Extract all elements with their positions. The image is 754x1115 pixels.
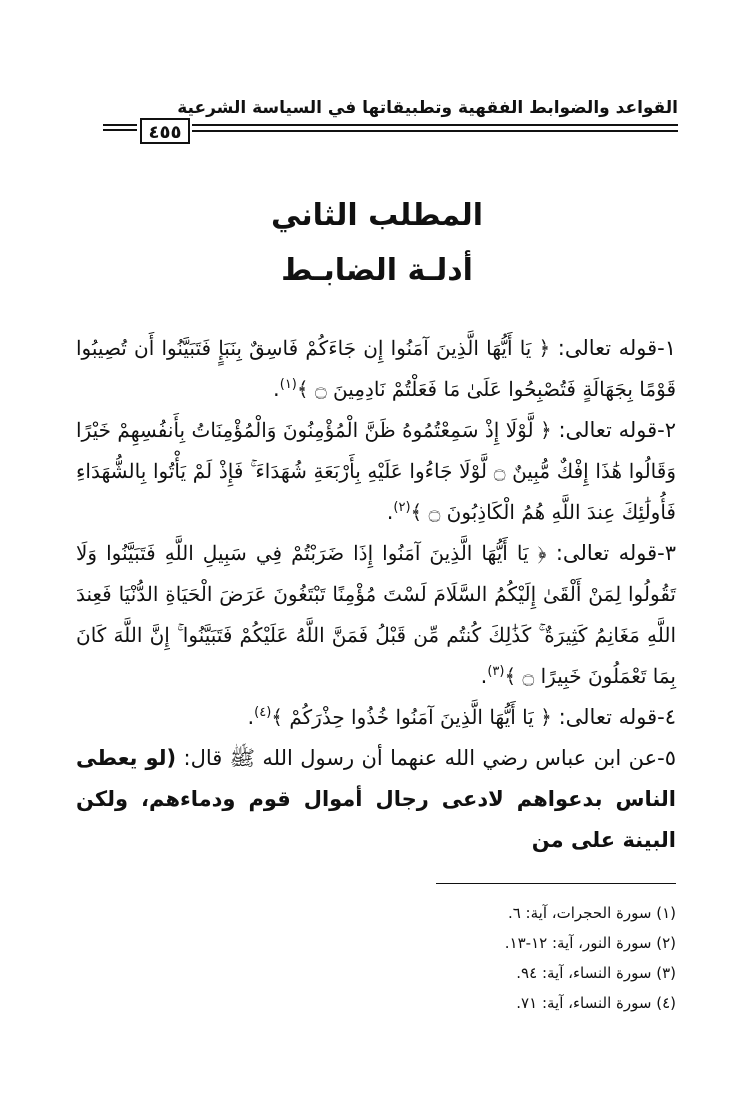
evidence-item-5 (76, 738, 676, 861)
footnote: (٤) سورة النساء، آية: ٧١. (516, 994, 676, 1012)
footnote-divider (436, 883, 676, 884)
footnote: (٣) سورة النساء، آية: ٩٤. (516, 964, 676, 982)
ornament-line (103, 124, 137, 126)
header-rule (192, 124, 678, 126)
item-label: ٥-عن ابن عباس رضي الله عنهما أن رسول الله ﷺ قال: (183, 746, 676, 770)
page-number: ٤٥٥ (140, 118, 190, 144)
running-title: القواعد والضوابط الفقهية وتطبيقاتها في السياسة الشرعية (177, 98, 678, 118)
body-text (76, 328, 676, 861)
footnotes (76, 898, 676, 1018)
section-subtitle: أدلـة الضابـط (281, 253, 473, 288)
footnote: (١) سورة الحجرات، آية: ٦. (507, 904, 676, 922)
footnote-ref: (١) (279, 377, 297, 392)
evidence-item-4: ٤-قوله تعالى: ﴿ يَا أَيُّهَا الَّذِينَ آمَنُوا خُذُوا حِذْرَكُمْ ﴾$^{(٤)}$. (247, 705, 676, 729)
item-label: ١-قوله تعالى: (557, 336, 677, 360)
footnote-ref: (٢) (393, 500, 411, 515)
item-label: ٣-قوله تعالى: (555, 541, 676, 565)
evidence-item-1: ١-قوله تعالى: ﴿ يَا أَيُّهَا الَّذِينَ آمَنُوا إِن جَاءَكُمْ فَاسِقٌ بِنَبَإٍ فَتَبَيَّنُوا أَن تُصِيبُوا قَوْمًا بِجَهَالَةٍ فَتُصْبِحُوا عَلَىٰ مَا فَعَلْتُمْ نَادِمِينَ ۝ ﴾$^{(١)}$. (76, 336, 677, 401)
evidence-item-2: ٢-قوله تعالى: ﴿ لَّوْلَا إِذْ سَمِعْتُمُوهُ ظَنَّ الْمُؤْمِنُونَ وَالْمُؤْمِنَاتُ بِأَنفُسِهِمْ خَيْرًا وَقَالُوا هَٰذَا إِفْكٌ مُّبِينٌ ۝ لَّوْلَا جَاءُوا عَلَيْهِ بِأَرْبَعَةِ شُهَدَاءَ ۚ فَإِذْ لَمْ يَأْتُوا بِالشُّهَدَاءِ فَأُولَٰئِكَ عِندَ اللَّهِ هُمُ الْكَاذِبُونَ ۝ ﴾$^{(٢)}$. (76, 418, 676, 524)
quran-verse: ﴿ يَا أَيُّهَا الَّذِينَ آمَنُوا إِن جَاءَكُمْ فَاسِقٌ بِنَبَإٍ فَتَبَيَّنُوا أَن تُصِيبُوا قَوْمًا بِجَهَالَةٍ فَتُصْبِحُوا عَلَىٰ مَا فَعَلْتُمْ نَادِمِينَ ۝ ﴾ (76, 336, 676, 401)
section-title: المطلب الثاني (270, 198, 483, 233)
hadith-text: (لو يعطى الناس بدعواهم لادعى رجال أموال قوم ودماءهم، ولكن البينة على من (76, 746, 676, 852)
header-rule-secondary (192, 130, 678, 132)
footnote: (٢) سورة النور، آية: ١٢-١٣. (504, 934, 676, 952)
footnote-ref: (٣) (487, 664, 505, 679)
quran-verse: ﴿ يَا أَيُّهَا الَّذِينَ آمَنُوا إِذَا ضَرَبْتُمْ فِي سَبِيلِ اللَّهِ فَتَبَيَّنُوا وَلَا تَقُولُوا لِمَنْ أَلْقَىٰ إِلَيْكُمُ السَّلَامَ لَسْتَ مُؤْمِنًا تَبْتَغُونَ عَرَضَ الْحَيَاةِ الدُّنْيَا فَعِندَ اللَّهِ مَغَانِمُ كَثِيرَةٌ ۚ كَذَٰلِكَ كُنتُم مِّن قَبْلُ فَمَنَّ اللَّهُ عَلَيْكُمْ فَتَبَيَّنُوا ۚ إِنَّ اللَّهَ كَانَ بِمَا تَعْمَلُونَ خَبِيرًا ۝ ﴾ (76, 541, 676, 688)
quran-verse: ﴿ يَا أَيُّهَا الَّذِينَ آمَنُوا خُذُوا حِذْرَكُمْ ﴾ (271, 705, 552, 729)
item-label: ٢-قوله تعالى: (558, 418, 676, 442)
item-label: ٤-قوله تعالى: (558, 705, 676, 729)
footnote-ref: (٤) (254, 705, 272, 720)
header-ornament (103, 124, 137, 134)
evidence-item-3: ٣-قوله تعالى: ﴿ يَا أَيُّهَا الَّذِينَ آمَنُوا إِذَا ضَرَبْتُمْ فِي سَبِيلِ اللَّهِ فَتَبَيَّنُوا وَلَا تَقُولُوا لِمَنْ أَلْقَىٰ إِلَيْكُمُ السَّلَامَ لَسْتَ مُؤْمِنًا تَبْتَغُونَ عَرَضَ الْحَيَاةِ الدُّنْيَا فَعِندَ اللَّهِ مَغَانِمُ كَثِيرَةٌ ۚ كَذَٰلِكَ كُنتُم مِّن قَبْلُ فَمَنَّ اللَّهُ عَلَيْكُمْ فَتَبَيَّنُوا ۚ إِنَّ اللَّهَ كَانَ بِمَا تَعْمَلُونَ خَبِيرًا ۝ ﴾$^{(٣)}$. (76, 541, 676, 688)
ornament-line (103, 129, 137, 131)
quran-verse: ﴿ لَّوْلَا إِذْ سَمِعْتُمُوهُ ظَنَّ الْمُؤْمِنُونَ وَالْمُؤْمِنَاتُ بِأَنفُسِهِمْ خَيْرًا وَقَالُوا هَٰذَا إِفْكٌ مُّبِينٌ ۝ لَّوْلَا جَاءُوا عَلَيْهِ بِأَرْبَعَةِ شُهَدَاءَ ۚ فَإِذْ لَمْ يَأْتُوا بِالشُّهَدَاءِ فَأُولَٰئِكَ عِندَ اللَّهِ هُمُ الْكَاذِبُونَ ۝ ﴾ (76, 418, 676, 524)
